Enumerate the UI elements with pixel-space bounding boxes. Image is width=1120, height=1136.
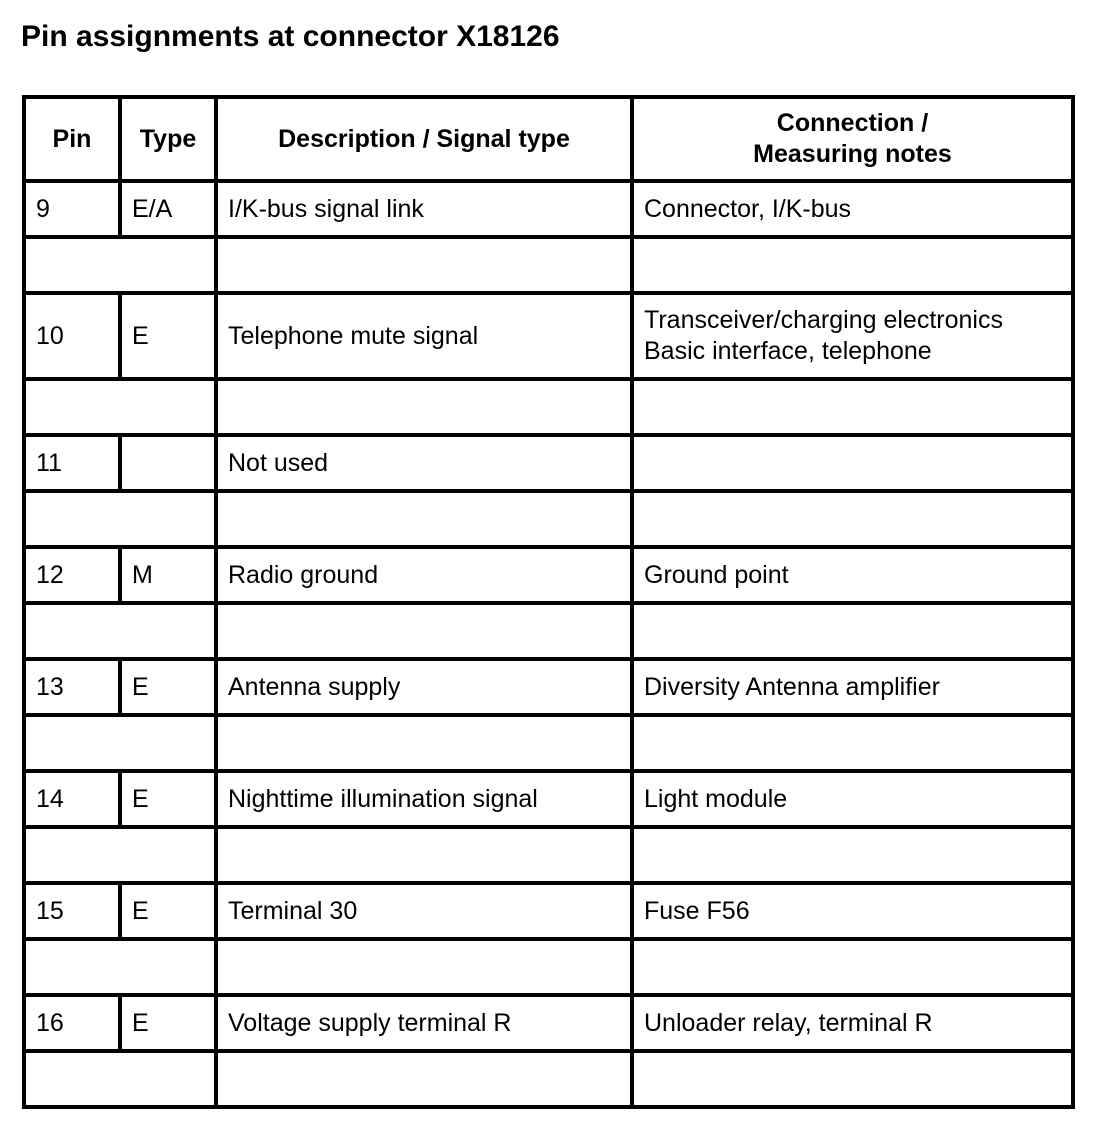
page-title: Pin assignments at connector X18126 [21,20,560,53]
spacer-cell [216,237,632,293]
spacer-row [24,603,1073,659]
pin-cell: 16 [24,995,120,1051]
notes-cell [632,293,1073,379]
pin-cell: 15 [24,883,120,939]
notes-line: Connector, I/K-bus [644,194,852,223]
spacer-cell [24,603,216,659]
description-cell: I/K-bus signal link [216,181,632,237]
pin-cell: 13 [24,659,120,715]
spacer-cell [24,939,216,995]
header-pin: Pin [24,97,120,181]
type-cell [120,435,216,491]
spacer-cell [216,827,632,883]
type-cell: E [120,659,216,715]
notes-cell [632,771,1073,827]
spacer-cell [632,491,1073,547]
spacer-cell [632,827,1073,883]
description-cell: Telephone mute signal [216,293,632,379]
spacer-cell [216,379,632,435]
spacer-cell [216,1051,632,1107]
table-row [24,293,1073,379]
header-description: Description / Signal type [216,97,632,181]
header-connection-line-2: Measuring notes [753,140,952,168]
header-connection-line-1: Connection / [776,109,929,137]
spacer-row [24,827,1073,883]
type-cell: M [120,547,216,603]
spacer-row [24,939,1073,995]
notes-cell [632,995,1073,1051]
spacer-row [24,491,1073,547]
pin-cell: 11 [24,435,120,491]
spacer-cell [24,827,216,883]
notes-cell [632,883,1073,939]
pin-cell: 12 [24,547,120,603]
notes-cell [632,547,1073,603]
spacer-cell [24,491,216,547]
description-cell: Terminal 30 [216,883,632,939]
description-cell: Not used [216,435,632,491]
notes-cell [632,181,1073,237]
notes-line: Transceiver/charging electronics [644,306,1003,334]
spacer-cell [216,939,632,995]
spacer-cell [632,715,1073,771]
type-cell: E [120,293,216,379]
spacer-cell [632,603,1073,659]
spacer-row [24,379,1073,435]
type-cell: E [120,771,216,827]
spacer-cell [216,715,632,771]
notes-line: Basic interface, telephone [644,337,932,365]
notes-line: Light module [644,784,788,813]
description-cell: Nighttime illumination signal [216,771,632,827]
spacer-row [24,1051,1073,1107]
table-row [24,181,1073,237]
pin-cell: 10 [24,293,120,379]
spacer-row [24,237,1073,293]
spacer-row [24,715,1073,771]
spacer-cell [632,237,1073,293]
notes-line: Ground point [644,560,789,589]
table-row [24,435,1073,491]
type-cell: E [120,883,216,939]
table-row [24,883,1073,939]
type-cell: E [120,995,216,1051]
notes-cell [632,659,1073,715]
spacer-cell [632,379,1073,435]
notes-line: Unloader relay, terminal R [644,1008,933,1037]
pin-cell: 14 [24,771,120,827]
table-body [24,181,1073,1107]
table-row [24,995,1073,1051]
pin-assignment-table [22,95,1075,1109]
spacer-cell [632,1051,1073,1107]
spacer-cell [216,491,632,547]
description-cell: Antenna supply [216,659,632,715]
description-cell: Voltage supply terminal R [216,995,632,1051]
description-cell: Radio ground [216,547,632,603]
notes-cell [632,435,1073,491]
header-connection [632,97,1073,181]
spacer-cell [24,379,216,435]
spacer-cell [216,603,632,659]
notes-line: Fuse F56 [644,896,750,925]
type-cell: E/A [120,181,216,237]
table-row [24,659,1073,715]
header-type: Type [120,97,216,181]
spacer-cell [24,715,216,771]
notes-line: Diversity Antenna amplifier [644,672,940,701]
table-row [24,771,1073,827]
table-row [24,547,1073,603]
table-header-row [24,97,1073,181]
spacer-cell [632,939,1073,995]
pin-cell: 9 [24,181,120,237]
spacer-cell [24,237,216,293]
spacer-cell [24,1051,216,1107]
